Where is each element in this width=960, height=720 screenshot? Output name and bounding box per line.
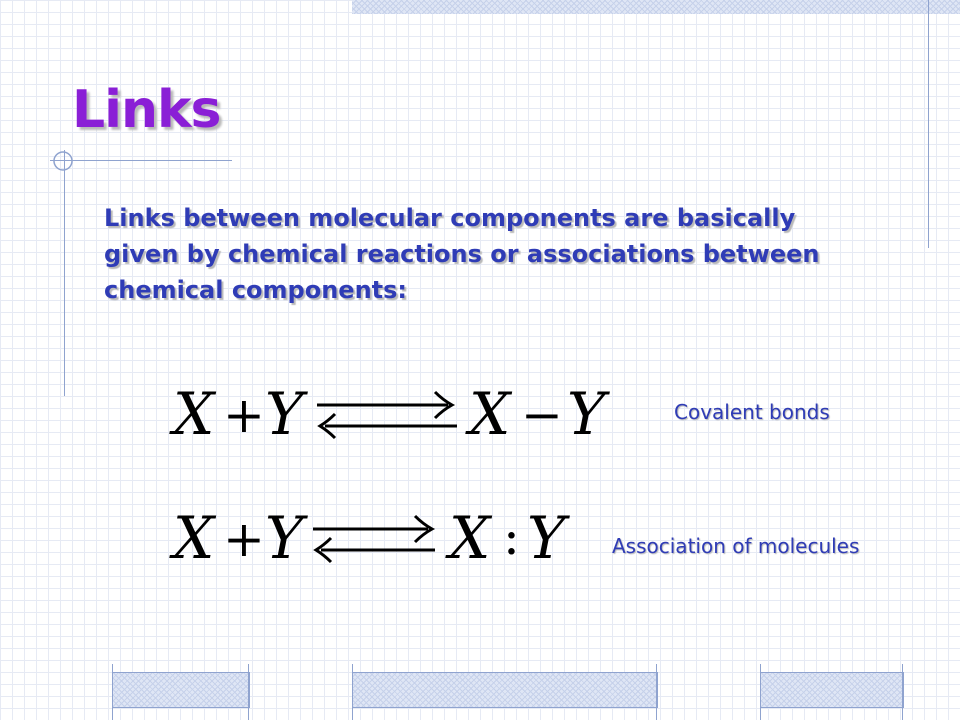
equation-association [165, 502, 585, 582]
corner-circle-ornament [50, 148, 76, 174]
eq1-plus: + [223, 386, 265, 444]
bottom-rule-1 [112, 664, 113, 720]
bottom-rule-3 [352, 664, 353, 720]
title-underline-rule [50, 160, 232, 161]
eq2-left-x: X [173, 504, 215, 572]
bottom-hatched-box-left [112, 672, 250, 708]
eq2-colon: : [503, 508, 520, 566]
eq1-right-y: Y [567, 380, 606, 448]
bottom-rule-5 [760, 664, 761, 720]
label-association-of-molecules: Association of molecules [612, 534, 860, 558]
eq2-left-y: Y [265, 504, 304, 572]
eq1-minus: − [521, 386, 563, 444]
top-right-hatched-bar [352, 0, 960, 14]
equation-covalent-bond [165, 378, 615, 458]
eq1-equilibrium-arrows-icon [317, 392, 457, 438]
eq1-left-y: Y [265, 380, 304, 448]
bottom-hatched-box-right [760, 672, 904, 708]
bottom-rule-2 [248, 664, 249, 720]
eq2-equilibrium-arrows-icon [313, 516, 435, 562]
eq2-plus: + [223, 510, 265, 568]
eq1-right-x: X [469, 380, 511, 448]
eq1-left-x: X [173, 380, 215, 448]
label-covalent-bonds: Covalent bonds [674, 400, 830, 424]
slide-title: Links [72, 80, 221, 140]
eq2-right-x: X [449, 504, 491, 572]
eq2-right-y: Y [527, 504, 566, 572]
right-vertical-rule [928, 0, 929, 248]
bottom-rule-6 [902, 664, 903, 720]
left-vertical-rule [64, 150, 65, 396]
bottom-hatched-box-center [352, 672, 658, 708]
bottom-rule-4 [656, 664, 657, 720]
body-paragraph: Links between molecular components are basically given by chemical reactions or associations between chemical components: [104, 204, 820, 304]
